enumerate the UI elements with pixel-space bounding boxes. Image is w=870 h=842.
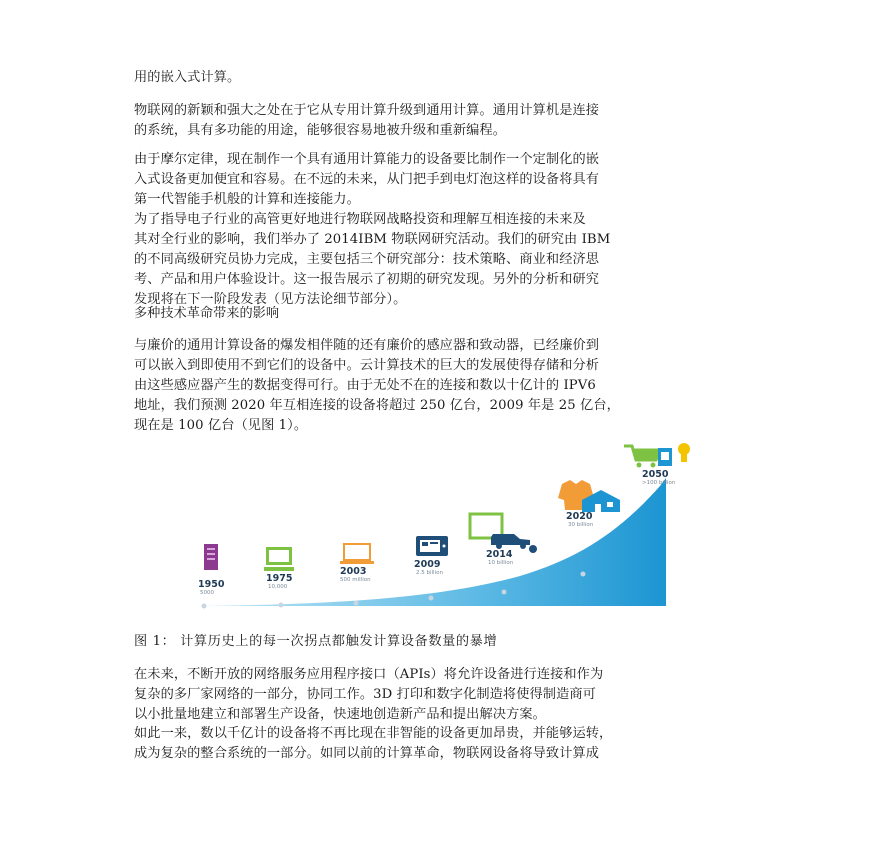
paragraph — [134, 101, 746, 141]
cart-and-bulb-icon — [624, 443, 690, 468]
text-line: 由这些感应器产生的数据变得可行。由于无处不在的连接和数以十亿计的 IPV6 — [134, 378, 596, 393]
text-line: 由于摩尔定律，现在制作一个具有通用计算能力的设备要比制作一个定制化的嵌 — [134, 152, 600, 167]
year-label: 2014 — [486, 549, 513, 560]
text-line: 考、产品和用户体验设计。这一报告展示了初期的研究发现。另外的分析和研究 — [134, 272, 600, 287]
text-line: 其对全行业的影响，我们举办了 2014IBM 物联网研究活动。我们的研究由 IBM — [134, 232, 611, 247]
text-line: 地址，我们预测 2020 年互相连接的设备将超过 250 亿台，2009 年是 25 亿台， — [134, 398, 620, 413]
paragraph — [134, 724, 746, 764]
text-line: 成为复杂的整合系统的一部分。如同以前的计算革命，物联网设备将导致计算成 — [134, 746, 600, 761]
text-line: 与廉价的通用计算设备的爆发相伴随的还有廉价的感应器和致动器，已经廉价到 — [134, 338, 600, 353]
count-label: 10,000 — [268, 584, 288, 590]
text-line: 在未来，不断开放的网络服务应用程序接口（APIs）将允许设备进行连接和作为 — [134, 667, 604, 682]
text-line: 为了指导电子行业的高管更好地进行物联网战略投资和理解互相连接的未来及 — [134, 212, 586, 227]
figure-caption: 图 1： 计算历史上的每一次拐点都触发计算设备数量的暴增 — [134, 634, 498, 649]
count-label: 2.5 billion — [416, 570, 443, 576]
count-label: 5000 — [200, 590, 214, 596]
paragraph — [134, 68, 746, 88]
count-label: 500 million — [340, 577, 371, 583]
year-label: 2020 — [566, 511, 593, 522]
text-line: 的系统，具有多功能的用途，能够很容易地被升级和重新编程。 — [134, 123, 507, 138]
text-line: 的不同高级研究员协力完成，主要包括三个研究部分：技术策略、商业和经济思 — [134, 252, 600, 267]
section-heading: 多种技术革命带来的影响 — [134, 306, 280, 321]
text-line: 物联网的新颖和强大之处在于它从专用计算升级到通用计算。通用计算机是连接 — [134, 103, 600, 118]
year-label: 2009 — [414, 559, 441, 570]
growth-illustration — [190, 436, 700, 616]
count-label: 30 billion — [568, 522, 594, 528]
text-line: 用的嵌入式计算。 — [134, 70, 241, 85]
mainframe-icon — [204, 544, 218, 570]
desktop-computer-icon — [264, 547, 294, 571]
text-line: 发现将在下一阶段发表（见方法论细节部分）。 — [134, 292, 407, 307]
paragraph — [134, 665, 746, 725]
text-line: 第一代智能手机般的计算和连接能力。 — [134, 192, 360, 207]
year-label: 1950 — [198, 579, 225, 590]
count-label: 10 billion — [488, 560, 514, 566]
text-line: 可以嵌入到即使用不到它们的设备中。云计算技术的巨大的发展使得存储和分析 — [134, 358, 600, 373]
text-line: 入式设备更加便宜和容易。在不远的未来，从门把手到电灯泡这样的设备将具有 — [134, 172, 600, 187]
paragraph — [134, 336, 746, 436]
paragraph — [134, 150, 746, 210]
text-line: 以小批量地建立和部署生产设备，快速地创造新产品和提出解决方案。 — [134, 707, 546, 722]
count-label: >100 billion — [642, 480, 676, 486]
text-line: 如此一来，数以千亿计的设备将不再比现在非智能的设备更加昂贵，并能够运转， — [134, 726, 613, 741]
year-label: 1975 — [266, 573, 293, 584]
text-line: 现在是 100 亿台（见图 1）。 — [134, 418, 308, 433]
figure-device-growth — [190, 436, 700, 616]
text-line: 复杂的多厂家网络的一部分，协同工作。3D 打印和数字化制造将使得制造商可 — [134, 687, 596, 702]
year-label: 2003 — [340, 566, 367, 577]
jacket-and-house-icon — [558, 480, 620, 512]
laptop-icon — [340, 544, 374, 564]
year-label: 2050 — [642, 469, 669, 480]
tablet-icon — [416, 536, 448, 556]
car-and-monitor-icon — [470, 514, 537, 553]
paragraph — [134, 210, 746, 310]
